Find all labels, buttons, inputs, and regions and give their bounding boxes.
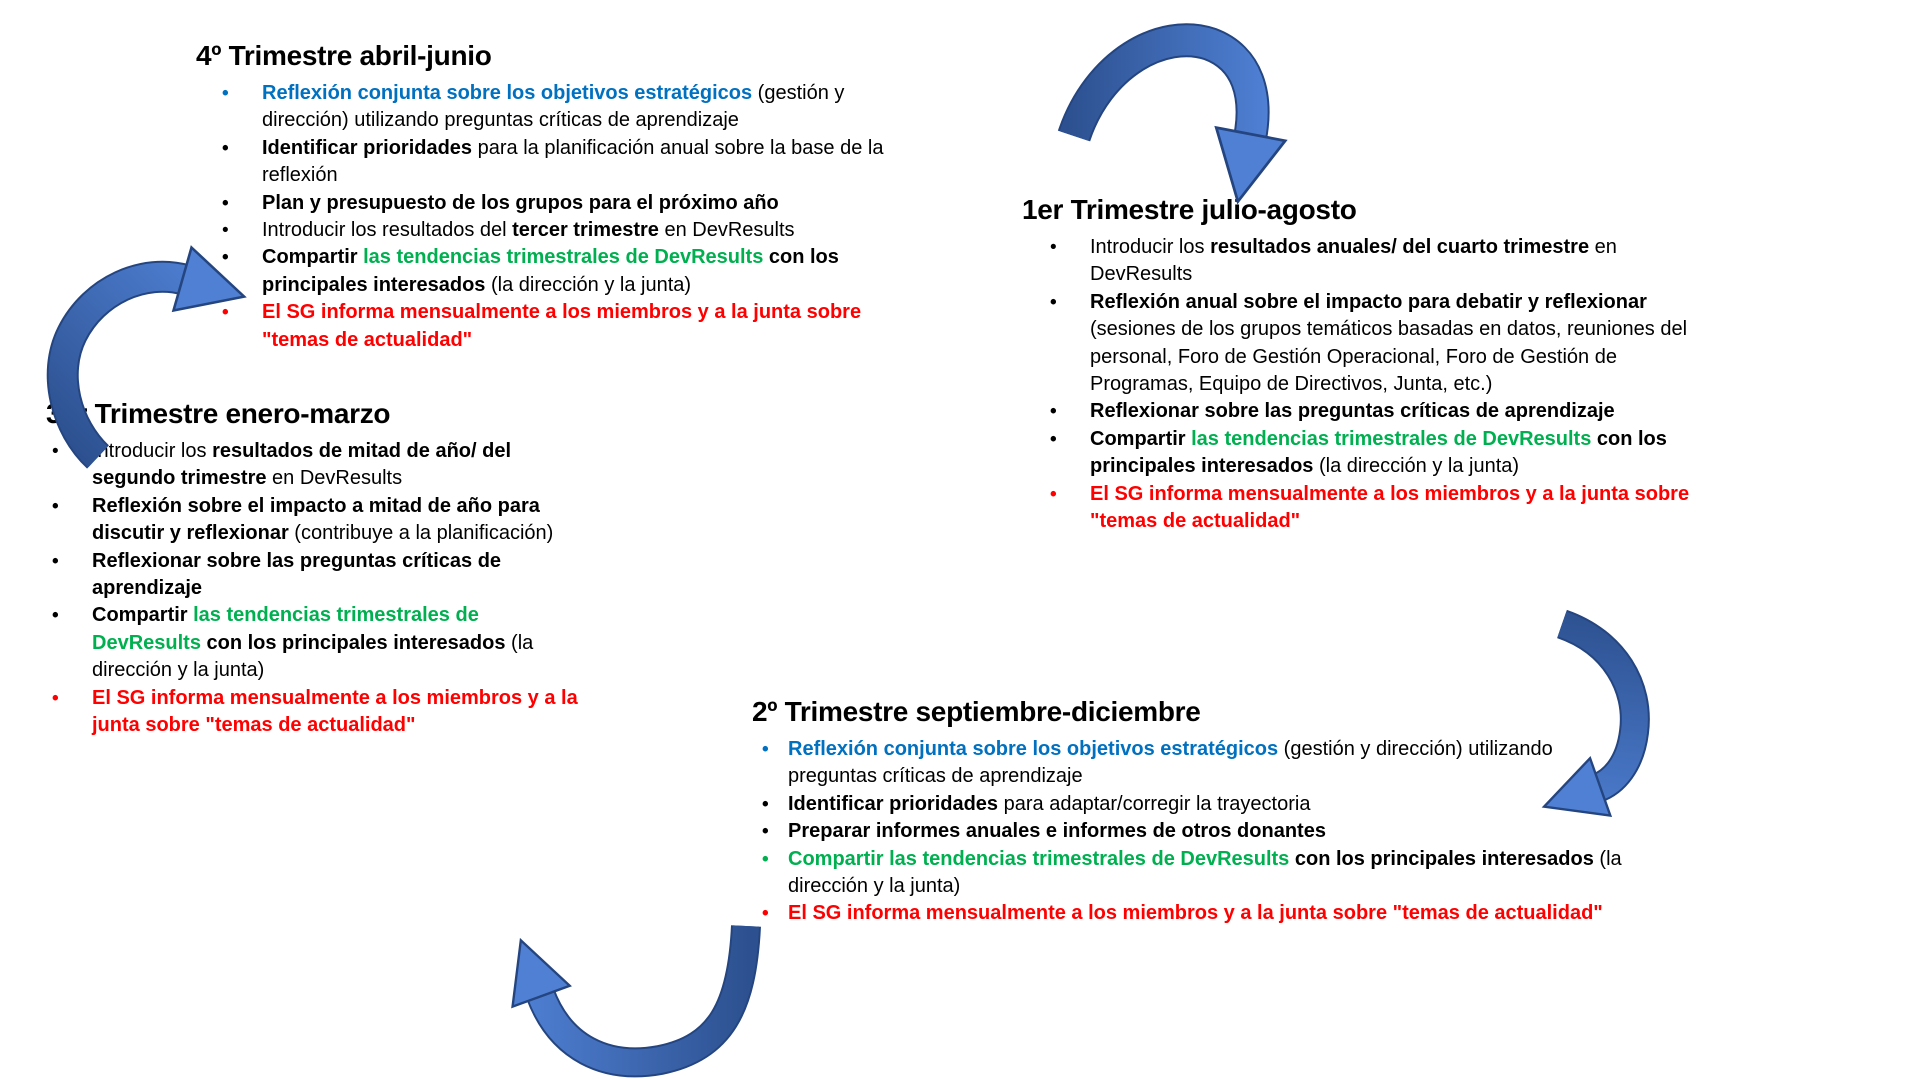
bullet-marker: • [222, 192, 229, 214]
text-run: (la dirección y la junta) [92, 631, 539, 682]
bullet-marker: • [762, 903, 769, 925]
section-title-q1: 1er Trimestre julio-agosto [1022, 194, 1357, 225]
text-run: las tendencias trimestrales de DevResults [1191, 427, 1592, 450]
bullet-marker: • [1050, 237, 1057, 258]
bullet-marker: • [762, 821, 769, 843]
bullet-marker: • [52, 441, 59, 462]
bullet-marker: • [1050, 428, 1057, 450]
bullet-item [762, 900, 1628, 927]
bullet-item [1050, 289, 1710, 399]
text-run: Compartir las tendencias trimestrales de DevResults [788, 847, 1290, 870]
quarter-section-q2 [752, 696, 1628, 928]
bullet-list-q3 [46, 438, 587, 739]
bullet-item [222, 80, 902, 135]
curved-arrow-left-icon [46, 252, 266, 462]
text-run: (la dirección y la junta) [1313, 455, 1520, 478]
bullet-item [52, 685, 587, 740]
quarter-section-q4 [196, 40, 902, 354]
text-run: El SG informa mensualmente a los miembros y a la junta sobre "temas de actualidad" [1090, 482, 1695, 533]
bullet-item [1050, 398, 1710, 425]
bullet-item [1050, 426, 1710, 481]
arrow-ribbon [1074, 40, 1253, 138]
text-run: con los principales interesados [262, 246, 845, 296]
text-run: (gestión y dirección) utilizando preguntas críticas de aprendizaje [262, 82, 850, 132]
bullet-marker: • [1050, 401, 1057, 423]
text-run: Reflexión conjunta sobre los objetivos estratégicos [262, 82, 753, 104]
text-run: Compartir [1090, 427, 1192, 450]
bullet-list-q1 [1022, 234, 1710, 535]
curved-arrow-bottom-icon [488, 898, 773, 1080]
text-run: en DevResults [658, 219, 795, 242]
bullet-marker: • [762, 848, 769, 870]
text-run: con los principales interesados [1289, 847, 1594, 870]
bullet-item [222, 190, 902, 217]
text-run: para adaptar/corregir la trayectoria [998, 792, 1311, 815]
bullet-marker: • [222, 302, 229, 324]
bullet-item [762, 736, 1628, 791]
text-run: El SG informa mensualmente a los miembros y a la junta sobre "temas de actualidad" [788, 902, 1603, 925]
bullet-list-q4 [196, 80, 902, 354]
curved-arrow-right-icon [1512, 612, 1662, 847]
text-run: resultados de mitad de año/ del segundo trimestre [92, 440, 517, 490]
text-run: Introducir los [1090, 236, 1211, 258]
text-run: (la dirección y la junta) [788, 847, 1628, 898]
bullet-marker: • [222, 137, 229, 159]
quarter-section-q1 [1022, 194, 1710, 535]
text-run: Reflexión conjunta sobre los objetivos estratégicos [788, 738, 1279, 760]
bullet-item [222, 217, 902, 244]
text-run: con los principales interesados [200, 631, 506, 654]
arrow-ribbon [540, 926, 746, 1062]
bullet-item [222, 244, 902, 299]
section-title-q2: 2º Trimestre septiembre-diciembre [752, 696, 1201, 727]
text-run: (la dirección y la junta) [485, 273, 692, 296]
bullet-marker: • [762, 739, 769, 760]
bullet-marker: • [52, 605, 59, 627]
section-title-q4: 4º Trimestre abril-junio [196, 40, 492, 71]
bullet-marker: • [1050, 483, 1057, 505]
text-run: (gestión y dirección) utilizando preguntas críticas de aprendizaje [788, 738, 1559, 788]
text-run: las tendencias trimestrales de DevResults [92, 604, 485, 654]
bullet-item [222, 299, 902, 354]
section-title-q3: 3er Trimestre enero-marzo [46, 398, 391, 429]
text-run: en DevResults [266, 467, 403, 490]
bullet-item [1050, 481, 1710, 536]
bullet-item [762, 818, 1628, 845]
bullet-marker: • [222, 220, 229, 242]
bullet-marker: • [1050, 291, 1057, 313]
text-run: Compartir [92, 604, 194, 627]
bullet-item [762, 846, 1628, 901]
text-run: Identificar prioridades [788, 792, 999, 815]
text-run: para la planificación anual sobre la base de la reflexión [262, 136, 890, 187]
text-run: El SG informa mensualmente a los miembros y a la junta sobre "temas de actualidad" [92, 686, 584, 737]
text-run: Reflexionar sobre las preguntas críticas de aprendizaje [1090, 400, 1615, 423]
bullet-marker: • [222, 247, 229, 269]
bullet-marker: • [52, 687, 59, 709]
text-run: (sesiones de los grupos temáticos basadas en datos, reuniones del personal, Foro de Gestión Operacional, Foro de Gestión de Programas, Equipo de Directivos, Junta, etc.) [1090, 290, 1693, 396]
bullet-marker: • [222, 83, 229, 104]
text-run: con los principales interesados [1090, 427, 1673, 478]
bullet-marker: • [52, 550, 59, 572]
bullet-item [52, 602, 587, 684]
text-run: Reflexión anual sobre el impacto para debatir y reflexionar [1090, 290, 1647, 313]
text-run: en DevResults [1090, 236, 1623, 286]
text-run: Reflexión sobre el impacto a mitad de año para discutir y reflexionar [92, 494, 546, 545]
bullet-item [1050, 234, 1710, 289]
bullet-marker: • [762, 793, 769, 815]
arrow-ribbon [63, 277, 186, 457]
bullet-list-q2 [752, 736, 1628, 928]
bullet-item [762, 791, 1628, 818]
text-run: (contribuye a la planificación) [288, 522, 554, 545]
bullet-item [222, 135, 902, 190]
text-run: tercer trimestre [512, 219, 659, 242]
text-run: Preparar informes anuales e informes de otros donantes [788, 820, 1326, 843]
bullet-marker: • [52, 495, 59, 517]
text-run: Reflexionar sobre las preguntas críticas de aprendizaje [92, 549, 507, 600]
text-run: Identificar prioridades [262, 136, 473, 159]
curved-arrow-top-icon [1058, 14, 1290, 229]
text-run: El SG informa mensualmente a los miembros y a la junta sobre "temas de actualidad" [262, 301, 867, 351]
text-run: resultados anuales/ del cuarto trimestre [1210, 236, 1590, 258]
text-run: las tendencias trimestrales de DevResults [363, 246, 764, 269]
bullet-item [52, 548, 587, 603]
text-run: Plan y presupuesto de los grupos para el próximo año [262, 191, 779, 214]
bullet-item [52, 493, 587, 548]
text-run: Compartir [262, 246, 364, 269]
text-run: Introducir los resultados del [262, 219, 513, 242]
text-run: Introducir los [92, 440, 213, 462]
